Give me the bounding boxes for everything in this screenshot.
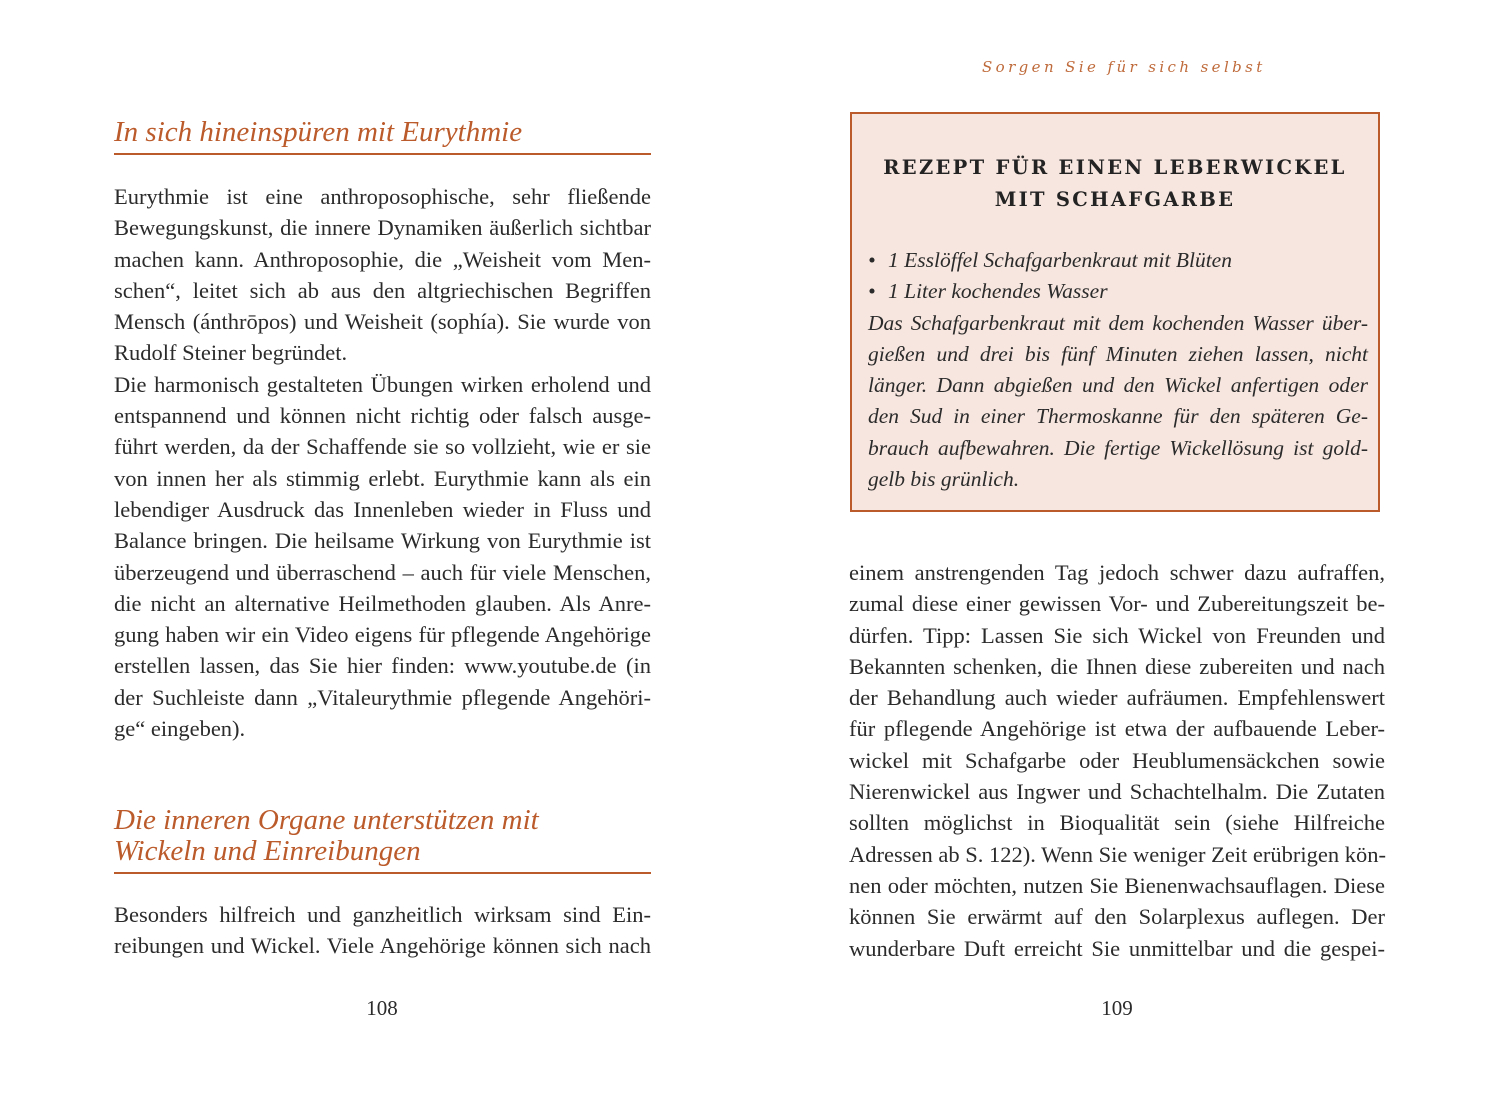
- right-page: [750, 0, 1500, 1110]
- text-line: für pflegende Angehörige ist etwa der aufbauende Leber-: [849, 716, 1385, 742]
- instruction-line: Das Schafgarbenkraut mit dem kochenden Wasser über-: [868, 310, 1368, 335]
- text-line: schen“, leitet sich ab aus den altgriechischen Begriffen: [114, 277, 651, 303]
- text-line: führt werden, da der Schaffende sie so vollzieht, wie er sie: [114, 434, 651, 460]
- recipe-title-line1: REZEPT FÜR EINEN LEBERWICKEL: [883, 156, 1347, 179]
- text-line: der Behandlung auch wieder aufräumen. Empfehlenswert: [849, 685, 1385, 711]
- ingredient-text: 1 Esslöffel Schafgarbenkraut mit Blüten: [888, 248, 1232, 272]
- text-line: Bewegungskunst, die innere Dynamiken äußerlich sichtbar: [114, 215, 651, 241]
- ingredient-item: [868, 276, 1368, 307]
- recipe-box: [850, 112, 1380, 512]
- text-line: Nierenwickel aus Ingwer und Schachtelhalm. Die Zutaten: [849, 779, 1385, 805]
- paragraph-wickel: [114, 899, 651, 962]
- heading-text-line2: Wickeln und Einreibungen: [114, 835, 421, 867]
- page-number: 108: [366, 996, 398, 1020]
- paragraph-eurythmie: [114, 181, 651, 744]
- text-line: Eurythmie ist eine anthroposophische, sehr fließende: [114, 184, 651, 209]
- text-line: Besonders hilfreich und ganzheitlich wirksam sind Ein-: [114, 902, 651, 927]
- instruction-line: gießen und drei bis fünf Minuten ziehen lassen, nicht: [868, 341, 1368, 366]
- instruction-line: gelb bis grünlich.: [868, 467, 1020, 492]
- heading-text-line1: Die inneren Organe unterstützen mit: [114, 804, 539, 836]
- text-line: ge“ eingeben).: [114, 716, 246, 742]
- bullet-icon: •: [868, 279, 876, 304]
- instruction-line: den Sud in einer Thermoskanne für den späteren Ge-: [868, 404, 1368, 429]
- page-number: 109: [1101, 996, 1133, 1020]
- text-line: einem anstrengenden Tag jedoch schwer dazu aufraffen,: [849, 560, 1385, 585]
- text-line: Mensch (ánthrōpos) und Weisheit (sophía). Sie wurde von: [114, 309, 651, 335]
- text-line: überzeugend und überraschend – auch für viele Menschen,: [114, 559, 651, 585]
- text-line: sollten möglichst in Bioqualität sein (siehe Hilfreiche: [849, 810, 1385, 836]
- text-line: reibungen und Wickel. Viele Angehörige können sich nach: [114, 933, 651, 959]
- ingredient-text: 1 Liter kochendes Wasser: [888, 279, 1108, 304]
- text-line: wunderbare Duft erreicht Sie unmittelbar und die gespei-: [849, 935, 1385, 961]
- text-line: erstellen lassen, das Sie hier finden: www.youtube.de (in: [114, 653, 651, 679]
- text-line: der Suchleiste dann „Vitaleurythmie pflegende Angehöri-: [114, 684, 651, 710]
- running-head: Sorgen Sie für sich selbst: [982, 58, 1266, 76]
- text-line: Bekannten schenken, die Ihnen diese zubereiten und nach: [849, 653, 1385, 679]
- heading-text: In sich hineinspüren mit Eurythmie: [114, 116, 523, 148]
- text-line: Balance bringen. Die heilsame Wirkung von Eurythmie ist: [114, 528, 651, 554]
- recipe-body: [868, 245, 1368, 495]
- text-line: können Sie erwärmt auf den Solarplexus auflegen. Der: [849, 904, 1385, 930]
- text-line: nen oder möchten, nutzen Sie Bienenwachsauflagen. Diese: [849, 872, 1385, 898]
- section-heading-eurythmie: [114, 117, 651, 155]
- text-line: entspannend und können nicht richtig oder falsch ausge-: [114, 403, 651, 429]
- bullet-icon: •: [868, 248, 876, 272]
- text-line: Die harmonisch gestalteten Übungen wirken erholend und: [114, 371, 651, 397]
- text-line: Rudolf Steiner begründet.: [114, 340, 348, 366]
- text-line: machen kann. Anthroposophie, die „Weisheit vom Men-: [114, 246, 651, 272]
- recipe-title: [852, 152, 1378, 216]
- text-line: wickel mit Schafgarbe oder Heublumensäckchen sowie: [849, 747, 1385, 773]
- paragraph-continued: [849, 557, 1385, 964]
- ingredient-item: [868, 245, 1368, 276]
- text-line: die nicht an alternative Heilmethoden glauben. Als Anre-: [114, 590, 651, 616]
- recipe-title-line2: MIT SCHAFGARBE: [994, 188, 1236, 211]
- text-line: dürfen. Tipp: Lassen Sie sich Wickel von Freunden und: [849, 622, 1385, 648]
- text-line: gung haben wir ein Video eigens für pflegende Angehörige: [114, 622, 651, 648]
- text-line: von innen her als stimmig erlebt. Eurythmie kann als ein: [114, 465, 651, 491]
- section-heading-wickel: [114, 805, 651, 874]
- text-line: zumal diese einer gewissen Vor- und Zubereitungszeit be-: [849, 591, 1385, 617]
- instruction-line: brauch aufbewahren. Die fertige Wickellösung ist gold-: [868, 435, 1368, 460]
- text-line: lebendiger Ausdruck das Innenleben wieder in Fluss und: [114, 496, 651, 522]
- text-line: Adressen ab S. 122). Wenn Sie weniger Zeit erübrigen kön-: [849, 841, 1387, 867]
- instruction-line: länger. Dann abgießen und den Wickel anfertigen oder: [868, 373, 1368, 398]
